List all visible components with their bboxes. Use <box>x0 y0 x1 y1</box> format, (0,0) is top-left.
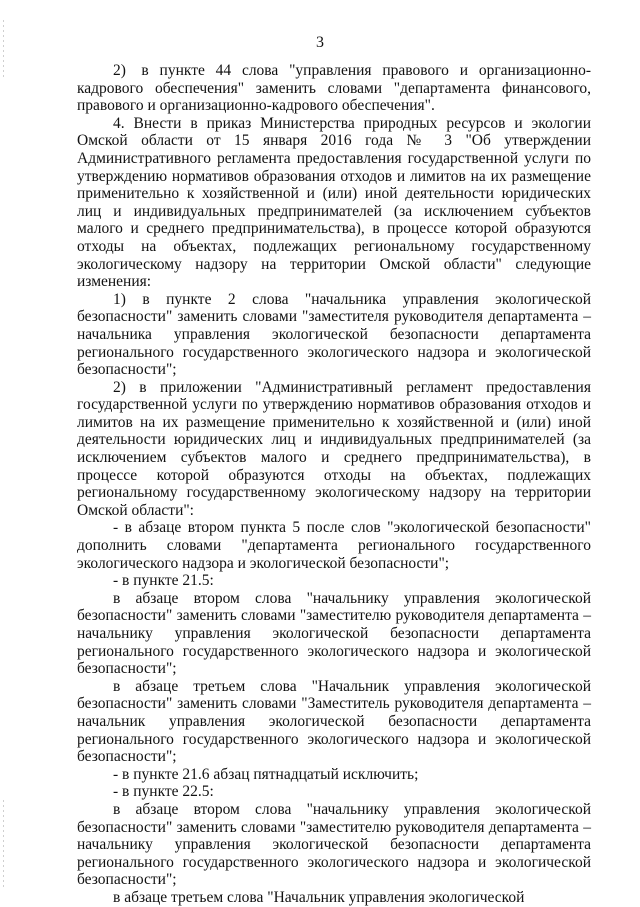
document-body <box>77 62 591 907</box>
paragraph: - в пункте 21.6 абзац пятнадцатый исключить; <box>113 765 419 783</box>
paragraph: - в пункте 21.5: <box>113 572 214 590</box>
paragraph: в абзаце третьем слова "Начальник управления экологической <box>113 888 525 906</box>
paragraph: в абзаце третьем слова "Начальник управления экологической безопасности" заменить словами "Заместитель руководителя департамента – начальник управления экологической безопасности департамента регионального государственного экологического надзора и экологической безопасности"; <box>77 677 591 766</box>
paragraph: - в пункте 22.5: <box>113 783 214 801</box>
paragraph: 2) в приложении "Административный регламент предоставления государственной услуги по утверждению нормативов образования отходов и лимитов на их размещение применительно к хозяйственной и (или) иной деятельности юридических лиц и индивидуальных предпринимателей (за исключением субъектов малого и среднего предпринимательства), в процессе которой образуются отходы на объектах, подлежащих региональному государственному экологическому надзору на территории Омской области": <box>77 378 591 519</box>
page-number: 3 <box>316 34 324 51</box>
paragraph: 2) в пункте 44 слова "управления правового и организационно-кадрового обеспечения" заменить словами "департамента финансового, правового и организационно-кадрового обеспечения". <box>77 62 591 115</box>
paragraph: - в абзаце втором пункта 5 после слов "экологической безопасности" дополнить словами "департамента регионального государственного экологического надзора и экологической безопасности"; <box>77 519 591 572</box>
paragraph: 4. Внести в приказ Министерства природных ресурсов и экологии Омской области от 15 января 2016 года № 3 "Об утверждении Административного регламента предоставления государственной услуги по утверждению нормативов образования отходов и лимитов на их размещение применительно к хозяйственной и (или) иной деятельности юридических лиц и индивидуальных предпринимателей (за исключением субъектов малого и среднего предпринимательства), в процессе которой образуются отходы на объектах, подлежащих региональному государственному экологическому надзору на территории Омской области" следующие изменения: <box>77 114 591 291</box>
paragraph: в абзаце втором слова "начальнику управления экологической безопасности" заменить словами "заместителю руководителя департамента – начальнику управления экологической безопасности департамента регионального государственного экологического надзора и экологической безопасности"; <box>77 589 591 678</box>
scan-edge-mark <box>3 800 4 890</box>
paragraph: в абзаце втором слова "начальнику управления экологической безопасности" заменить словами "заместителю руководителя департамента – начальнику управления экологической безопасности департамента регионального государственного экологического надзора и экологической безопасности"; <box>77 800 591 889</box>
paragraph: 1) в пункте 2 слова "начальника управления экологической безопасности" заменить словами "заместителя руководителя департамента – начальника управления экологической безопасности департамента регионального государственного экологического надзора и экологической безопасности"; <box>77 290 591 379</box>
